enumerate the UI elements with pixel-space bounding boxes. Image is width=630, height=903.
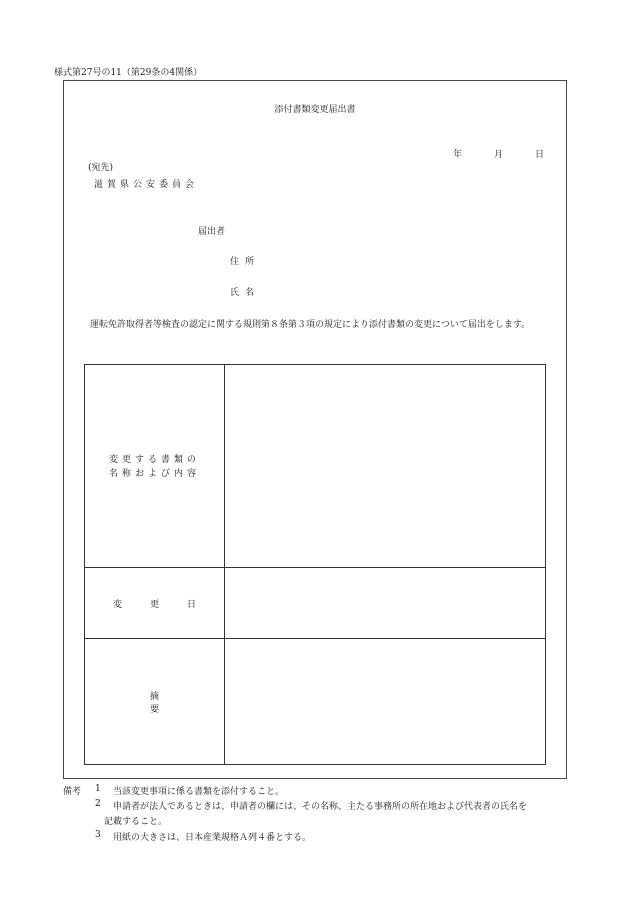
column-divider xyxy=(224,365,225,567)
form-reference: 様式第27号の11（第29条の4関係） xyxy=(54,68,203,78)
applicant-label: 届出者 xyxy=(198,227,226,237)
table-row xyxy=(85,639,545,764)
note-3: 用紙の大きさは、日本産業規格Ａ列４番とする。 xyxy=(113,833,312,843)
remarks-label-cell xyxy=(85,639,230,764)
changed-documents-label-line2: 名称および内容 xyxy=(108,468,200,479)
note-1: 当該変更事項に係る書類を添付すること。 xyxy=(113,787,285,797)
note-3-number: 3 xyxy=(95,830,101,840)
details-table xyxy=(84,364,546,765)
date-day: 日 xyxy=(535,150,545,160)
table-row xyxy=(85,568,545,639)
statement-text: 運転免許取得者等検査の認定に関する規則第８条第３項の規定により添付書類の変更について届出をします。 xyxy=(90,320,531,330)
note-2-number: 2 xyxy=(95,799,101,809)
date-year: 年 xyxy=(453,150,463,160)
note-2-line1: 申請者が法人であるときは、申請者の欄には、その名称、主たる事務所の所在地および代表者の氏名を xyxy=(113,802,528,812)
notes-heading: 備考 xyxy=(63,787,82,797)
column-divider xyxy=(224,568,225,638)
table-row xyxy=(85,365,545,568)
date-month: 月 xyxy=(494,150,504,160)
changed-documents-label xyxy=(85,365,224,568)
change-date-label-cell xyxy=(85,568,224,639)
remarks-label: 摘要 xyxy=(150,691,230,715)
name-label: 氏名 xyxy=(230,288,261,298)
addressee-prefix: (宛先) xyxy=(88,163,114,173)
addressee: 滋賀県公安委員会 xyxy=(94,180,199,190)
changed-documents-label-line1: 変更する書類の xyxy=(108,454,200,465)
note-1-number: 1 xyxy=(95,784,101,794)
address-label: 住所 xyxy=(230,257,261,267)
document-title: 添付書類変更届出書 xyxy=(274,105,356,115)
note-2-line2: 記載すること。 xyxy=(104,817,168,827)
change-date-label: 変更日 xyxy=(113,600,225,610)
